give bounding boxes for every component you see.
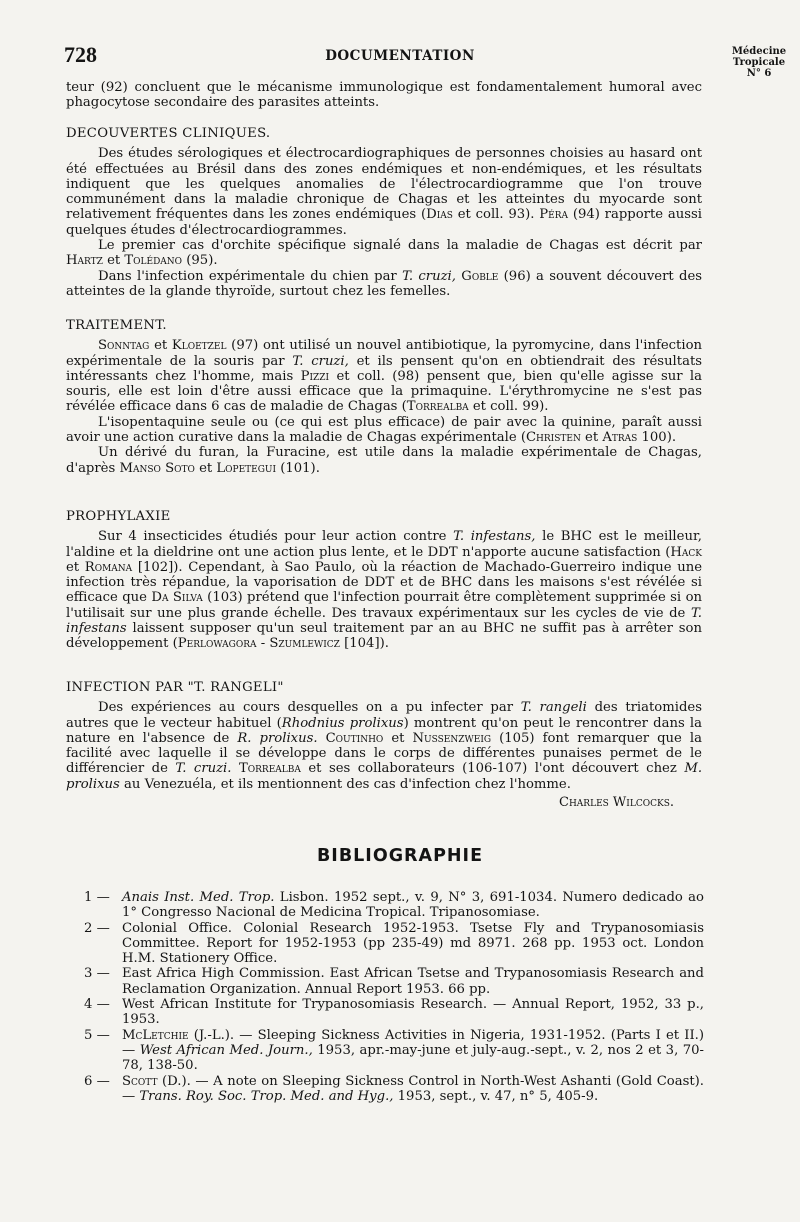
paragraph: Un dérivé du furan, la Furacine, est utile dans la maladie expérimentale de Chagas, d'après Manso Soto et Lopetegui (101). [66,445,702,476]
paragraph: L'isopentaquine seule ou (ce qui est plus efficace) de pair avec la quinine, paraît aussi avoir une action curative dans la maladie de Chagas expérimentale (Christen et Atras 100). [66,414,702,446]
paragraph: Dans l'infection expérimentale du chien par T. cruzi, Goble (96) a souvent découvert des atteintes de la glande thyroïde, surtout chez les femelles. [66,268,703,299]
journal-line: Tropicale [732,57,786,68]
reference-item: 2 — Colonial Office. Colonial Research 1952-1953. Tsetse Fly and Trypanosomiasis Committee. Report for 1952-1953 (pp 235-49) md 8971. 268 pp. 1953 oct. London H.M. Stationery Office. [84,920,704,967]
section-heading: TRAITEMENT. [66,318,167,333]
section-heading: INFECTION PAR "T. RANGELI" [66,680,284,695]
reference-item: 4 — West African Institute for Trypanosomiasis Research. — Annual Report, 1952, 33 p., 1953. [84,997,704,1028]
reference-item: 6 — Scott (D.). — A note on Sleeping Sickness Control in North-West Ashanti (Gold Coast). — Trans. Roy. Soc. Trop. Med. and Hyg., 1953, sept., v. 47, n° 5, 405-9. [84,1073,704,1104]
paragraph: Des études sérologiques et électrocardiographiques de personnes choisies au hasard ont été effectuées au Brésil dans des zones endémiques et non-endémiques, et les résultats indiquent que les quelques anomalies de l'électrocardiogramme que l'on trouve communément dans la maladie chronique de Chagas et les atteintes du myocarde sont relativement fréquentes dans les zones endémiques (Dias et coll. 93). Péra (94) rapporte aussi quelques études d'électrocardiogrammes. [66,146,702,238]
section-heading: PROPHYLAXIE [66,509,171,524]
reference-item: 3 — East Africa High Commission. East African Tsetse and Trypanosomiasis Research and Reclamation Organization. Annual Report 1953. 66 pp. [84,966,704,997]
author-signature: Charles Wilcocks. [559,795,674,811]
running-title: DOCUMENTATION [325,48,475,64]
section-prophylaxie [66,509,702,652]
section-traitement [66,318,702,476]
paragraph: Le premier cas d'orchite spécifique signalé dans la maladie de Chagas est décrit par Hartz et Tolédano (95). [66,238,702,269]
paragraph: Sonntag et Kloetzel (97) ont utilisé un nouvel antibiotique, la pyromycine, dans l'infection expérimentale de la souris par T. cruzi, et ils pensent qu'on en obtiendrait des résultats intéressants chez l'homme, mais Pizzi et coll. (98) pensent que, bien qu'elle agisse sur la souris, elle est loin d'être aussi efficace que la primaquine. L'érythromycine ne s'est pas révélée efficace dans 6 cas de maladie de Chagas (Torrealba et coll. 99). [66,338,703,415]
intro-paragraph: teur (92) concluent que le mécanisme immunologique est fondamentalement humoral avec phagocytose secondaire des parasites atteints. [66,80,702,111]
section-rangeli [66,680,702,810]
paragraph: Sur 4 insecticides étudiés pour leur action contre T. infestans, le BHC est le meilleur, l'aldine et la dieldrine ont une action plus lente, et le DDT n'apporte aucune satisfaction (Hack et Romana [102]). Cependant, à Sao Paulo, où la réaction de Machado-Guerreiro indique une infection très répandue, la vaporisation de DDT et de BHC dans les maisons s'est révélée si efficace que Da Silva (103) prétend que l'infection pourrait être complètement supprimée si on l'utilisait sur une plus grande échelle. Des travaux expérimentaux sur les cycles de vie de T. infestans laissent supposer qu'un seul traitement par an au BHC ne suffit pas à arrêter son développement (Perlowagora - Szumlewicz [104]). [66,529,703,652]
journal-line: Médecine [731,46,787,57]
page-number: 728 [64,42,97,67]
bibliography-title: BIBLIOGRAPHIE [316,846,484,866]
reference-item: 5 — McLetchie (J.-L.). — Sleeping Sickness Activities in Nigeria, 1931-1952. (Parts I et II.) — West African Med. Journ., 1953, apr.-may-june et july-aug.-sept., v. 2, nos 2 et 3, 70-78, 138-50. [84,1027,704,1074]
journal-label [724,46,794,79]
section-decouvertes [66,126,702,299]
reference-list [84,890,704,1104]
section-heading: DECOUVERTES CLINIQUES. [66,126,271,141]
paragraph: Des expériences au cours desquelles on a pu infecter par T. rangeli des triatomides autres que le vecteur habituel (Rhodnius prolixus) montrent qu'on peut le rencontrer dans la nature en l'absence de R. prolixus. Coutinho et Nussenzweig (105) font remarquer que la facilité avec laquelle il se développe dans le corps de différentes punaises permet de le différencier de T. cruzi. Torrealba et ses collaborateurs (106-107) l'ont découvert chez M. prolixus au Venezuéla, et ils mentionnent des cas d'infection chez l'homme. [66,700,703,792]
journal-line: N° 6 [746,68,772,79]
intro-block [66,80,702,111]
reference-item: 1 — Anais Inst. Med. Trop. Lisbon. 1952 sept., v. 9, N° 3, 691-1034. Numero dedicado ao 1° Congresso Nacional de Medicina Tropical. Tripanosomiase. [84,890,704,921]
